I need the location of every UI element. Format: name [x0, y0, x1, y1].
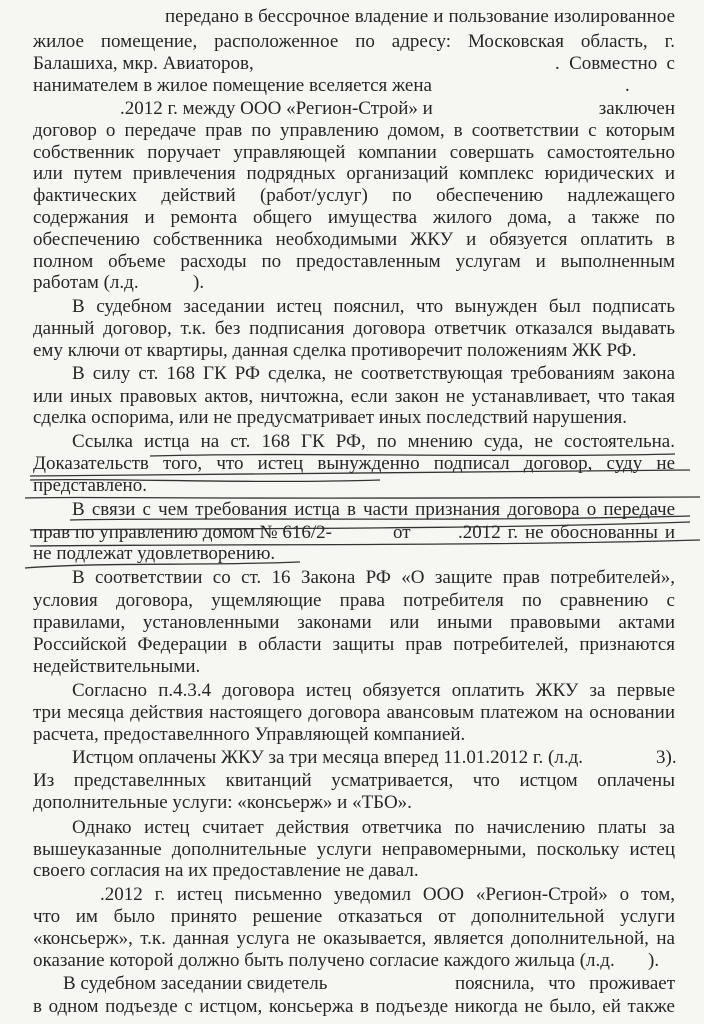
document-text-line: полном объеме расходы по предоставленным услугам и выполненным: [33, 251, 675, 272]
document-text-line: вышеуказанные дополнительные услуги неправомерными, поскольку истец: [33, 839, 675, 860]
document-text-line: данный договор, т.к. без подписания договора ответчик отказался выдавать: [33, 318, 675, 339]
document-text-line: В связи с чем требования истца в части признания договора о передаче: [72, 499, 675, 520]
document-text-line: Из представелнных квитанций усматривается, что истцом оплачены: [33, 770, 675, 791]
pen-underline: [70, 516, 690, 520]
document-text-line: своего согласия на их предоставление не давал.: [33, 860, 419, 881]
document-text-line: В силу ст. 168 ГК РФ сделка, не соответствующая требованиям закона: [72, 363, 675, 384]
document-text-line: В судебном заседании свидетель: [63, 973, 328, 994]
document-text-line: оказание которой должно быть получено согласие каждого жильца (л.д.: [33, 950, 615, 971]
document-text-line: работам (л.д.: [33, 272, 139, 293]
document-text-line: Российской Федерации в области защиты прав потребителей, признаются: [33, 634, 675, 655]
document-text-line: .2012 г. истец письменно уведомил ООО «Регион-Строй» о том,: [100, 884, 675, 905]
document-text-line: что им было принято решение отказаться от дополнительной услуги: [33, 906, 675, 927]
document-text-line: «консьерж», т.к. данная услуга не оказывается, является дополнительной, на: [33, 928, 675, 949]
document-text-line: условия договора, ущемляющие права потребителя по сравнению с: [33, 590, 675, 611]
document-text-line: .2012 г. между ООО «Регион-Строй» и: [120, 98, 433, 119]
document-text-line: В судебном заседании истец пояснил, что вынужден был подписать: [72, 296, 675, 317]
pen-underline: [25, 497, 700, 498]
document-text-line: жилое помещение, расположенное по адресу: Московская область, г.: [33, 31, 675, 52]
pen-underline: [30, 522, 690, 530]
document-text-line: фактических действий (работ/услуг) по обеспечению надлежащего: [33, 185, 675, 206]
document-text-line: Однако истец считает действия ответчика по начислению платы за: [72, 817, 675, 838]
document-text-line: Согласно п.4.3.4 договора истец обязуется оплатить ЖКУ за первые: [72, 680, 675, 701]
document-text-line: передано в бессрочное владение и пользование изолированное: [165, 6, 675, 27]
document-text-line: нанимателем в жилое помещение вселяется жена: [33, 75, 432, 96]
document-text-line: заключен: [598, 98, 675, 119]
document-text-line: обеспечению собственника необходимыми ЖКУ и обязуется оплатить в: [33, 229, 675, 250]
document-text-line: сделка оспорима, или не предусматривает иных последствий нарушения.: [33, 407, 628, 428]
document-text-line: В соответствии со ст. 16 Закона РФ «О защите прав потребителей»,: [72, 567, 675, 588]
document-text-line: ).: [193, 272, 205, 293]
document-text-line: не подлежат удовлетворению.: [33, 543, 276, 564]
document-text-line: три месяца действия настоящего договора авансовым платежом на основании: [33, 702, 675, 723]
pen-underline: [30, 480, 380, 482]
pen-underline: [25, 562, 300, 568]
document-text-line: Балашиха, мкр. Авиаторов,: [33, 53, 254, 74]
document-text-line: расчета, предоставелнного Управляющей компанией.: [33, 724, 466, 745]
document-text-line: 3).: [656, 747, 677, 768]
document-text-line: прав по управлению домом № 616/2-: [33, 522, 332, 543]
document-text-line: Доказательств того, что истец вынужденно подписал договор, суду не: [33, 453, 675, 474]
document-text-line: правилами, установленными законами или иными правовыми актами: [33, 612, 675, 633]
document-text-line: содержания и ремонта общего имущества жилого дома, а также по: [33, 207, 675, 228]
document-text-line: собственник поручает управляющей компании совершать самостоятельно: [33, 142, 675, 163]
document-text-line: или иных правовых актов, ничтожна, если закон не устанавливает, что такая: [33, 386, 675, 407]
document-text-line: договор о передаче прав по управлению домом, в соответствии с которым: [33, 120, 675, 141]
document-text-line: пояснила, что проживает: [455, 973, 675, 994]
document-text-line: .: [625, 75, 630, 96]
document-text-line: недействительными.: [33, 656, 201, 677]
document-text-line: или путем привлечения подрядных организаций комплекс юридических и: [33, 163, 675, 184]
document-text-line: .2012 г. не обоснованны и: [458, 522, 675, 543]
document-text-line: ).: [648, 950, 660, 971]
document-text-line: Истцом оплачены ЖКУ за три месяца вперед 11.01.2012 г. (л.д.: [72, 747, 583, 768]
pen-underline: [30, 540, 700, 546]
document-text-line: Ссылка истца на ст. 168 ГК РФ, по мнению суда, не состоятельна.: [72, 431, 675, 452]
document-text-line: представлено.: [33, 475, 147, 496]
document-text-line: дополнительные услуги: «консьерж» и «ТБО».: [33, 792, 412, 813]
pen-underline: [30, 470, 690, 476]
document-text-line: . Совместно с: [555, 53, 675, 74]
document-text-line: в одном подъезде с истцом, консьержа в подъезде никогда не было, ей также: [33, 996, 675, 1017]
document-text-line: от: [393, 522, 411, 543]
pen-underline: [150, 454, 675, 456]
document-text-line: ему ключи от квартиры, данная сделка противоречит положениям ЖК РФ.: [33, 340, 637, 361]
